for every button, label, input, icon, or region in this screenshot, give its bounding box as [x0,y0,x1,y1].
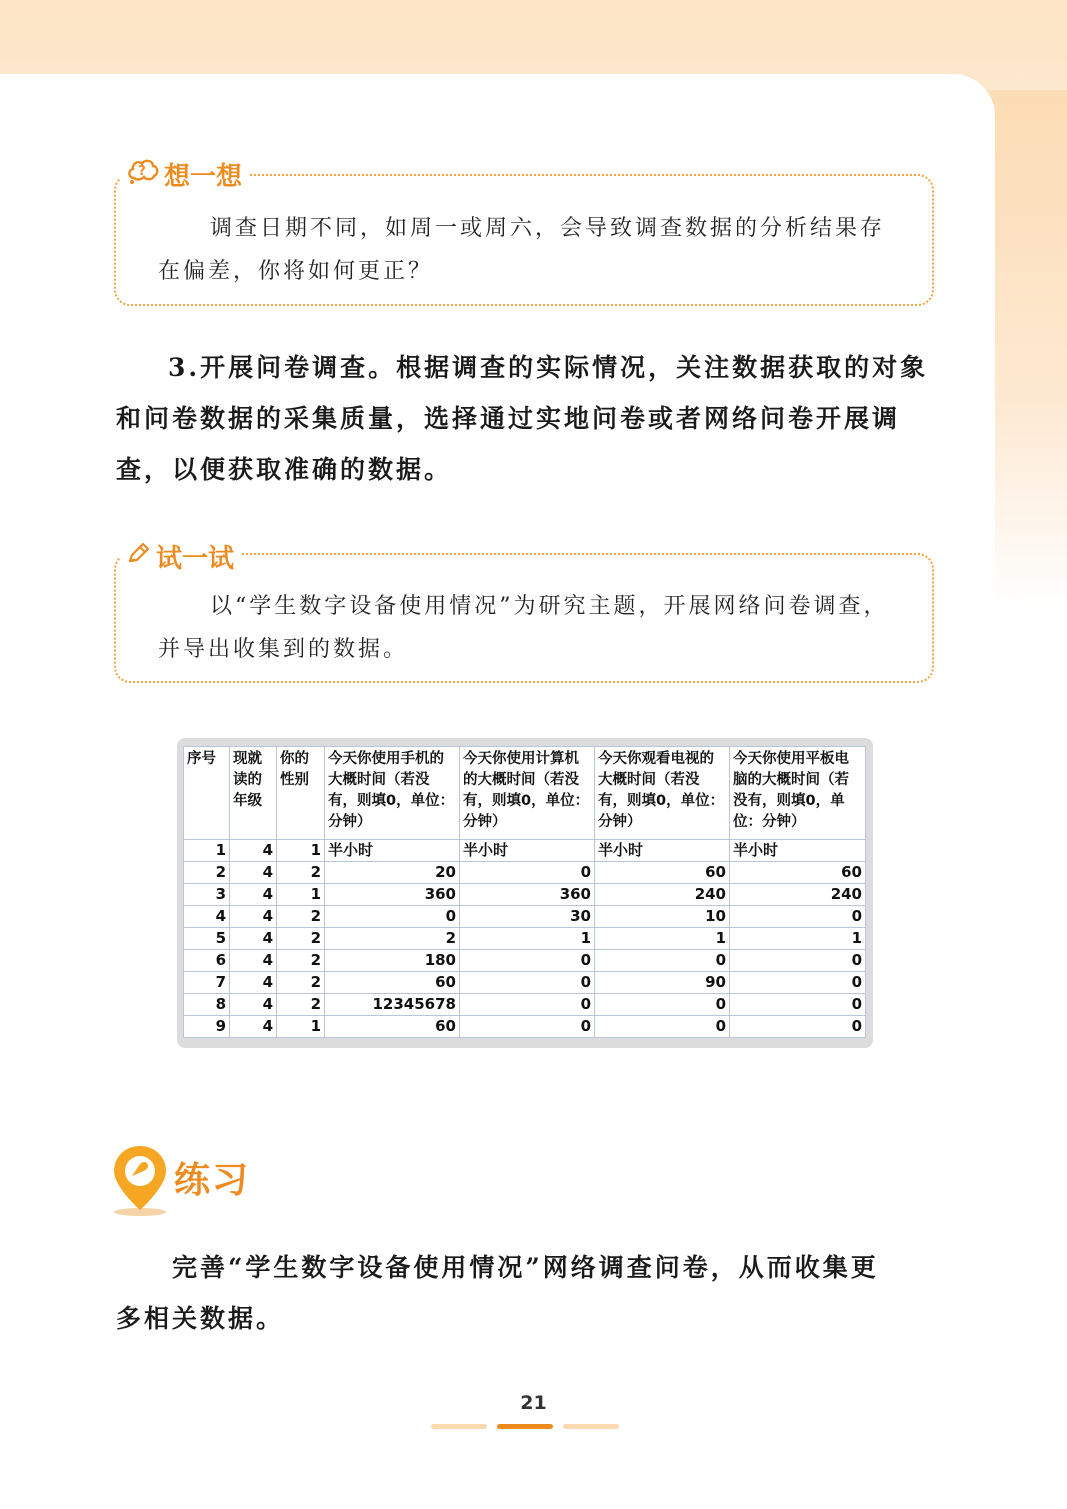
table-cell: 1 [277,1016,325,1038]
try-line-2: 并导出收集到的数据。 [158,637,409,662]
column-header: 今天你使用平板电脑的大概时间（若没有，则填0，单位：分钟） [730,747,866,840]
table-cell: 2 [277,862,325,884]
think-heading [120,154,248,194]
table-cell: 180 [325,950,460,972]
table-cell: 0 [730,950,866,972]
table-cell: 0 [460,950,595,972]
header-row [184,747,866,840]
table-cell: 4 [230,884,277,906]
table-cell: 2 [277,972,325,994]
table-cell: 1 [184,840,230,862]
practice-line-1: 完善“学生数字设备使用情况”网络调查问卷，从而收集更 [172,1253,879,1282]
table-row [184,840,866,862]
spreadsheet [183,746,865,1038]
table-cell: 4 [230,840,277,862]
try-text [158,585,918,671]
table-cell: 半小时 [595,840,730,862]
pencil-icon [126,540,152,573]
table-cell: 0 [730,906,866,928]
table-cell: 0 [595,1016,730,1038]
table-row [184,906,866,928]
table-cell: 5 [184,928,230,950]
table-cell: 0 [595,950,730,972]
table-cell: 4 [230,950,277,972]
footer-dash-left [431,1424,487,1429]
location-pin-icon [110,1142,180,1222]
table-cell: 0 [595,994,730,1016]
table-cell: 4 [184,906,230,928]
step3-paragraph [116,342,938,495]
table-cell: 1 [730,928,866,950]
table-row [184,1016,866,1038]
step3-line-1: 3.开展问卷调查。根据调查的实际情况，关注数据获取的对象 [168,353,929,382]
side-strip [985,90,1067,610]
column-header: 序号 [184,747,230,840]
think-text [158,207,918,293]
table-cell: 60 [595,862,730,884]
table-cell: 2 [184,862,230,884]
thinking-cloud-icon [126,156,160,193]
table-cell: 0 [460,972,595,994]
table-cell: 半小时 [325,840,460,862]
table-cell: 2 [277,928,325,950]
practice-line-2: 多相关数据。 [116,1304,285,1333]
table-row [184,928,866,950]
table-cell: 4 [230,994,277,1016]
table-cell: 60 [325,972,460,994]
column-header: 今天你使用手机的大概时间（若没有，则填0，单位：分钟） [325,747,460,840]
footer-dash-right [563,1424,619,1429]
table-cell: 1 [277,840,325,862]
table-row [184,862,866,884]
table-cell: 半小时 [460,840,595,862]
table-cell: 0 [460,1016,595,1038]
table-cell: 半小时 [730,840,866,862]
table-cell: 4 [230,1016,277,1038]
table-cell: 4 [230,928,277,950]
table-cell: 0 [730,1016,866,1038]
table-cell: 2 [277,906,325,928]
table-cell: 60 [325,1016,460,1038]
column-header: 现就读的年级 [230,747,277,840]
table-cell: 1 [460,928,595,950]
table-row [184,884,866,906]
table-cell: 8 [184,994,230,1016]
table-cell: 1 [595,928,730,950]
table-cell: 6 [184,950,230,972]
step3-line-2: 和问卷数据的采集质量，选择通过实地问卷或者网络问卷开展调 [116,404,901,433]
table-cell: 3 [184,884,230,906]
think-line-1: 调查日期不同，如周一或周六，会导致调查数据的分析结果存 [210,216,886,241]
think-line-2: 在偏差，你将如何更正？ [158,259,434,284]
column-header: 你的性别 [277,747,325,840]
try-title: 试一试 [156,543,235,574]
table-cell: 60 [730,862,866,884]
footer-dash-center [497,1424,553,1429]
table-cell: 90 [595,972,730,994]
table-cell: 20 [325,862,460,884]
column-header: 今天你观看电视的大概时间（若没有，则填0，单位：分钟） [595,747,730,840]
svg-text:?: ? [138,163,146,179]
table-cell: 4 [230,906,277,928]
table-cell: 30 [460,906,595,928]
table-cell: 0 [460,862,595,884]
table-cell: 0 [460,994,595,1016]
practice-title: 练习 [174,1160,251,1201]
try-heading [120,536,240,576]
table-cell: 10 [595,906,730,928]
table-cell: 240 [730,884,866,906]
step3-line-3: 查，以便获取准确的数据。 [116,455,453,484]
table-cell: 0 [325,906,460,928]
table-cell: 4 [230,972,277,994]
table-cell: 7 [184,972,230,994]
try-line-1: 以“学生数字设备使用情况”为研究主题，开展网络问卷调查， [210,594,889,619]
table-row [184,972,866,994]
table-cell: 2 [325,928,460,950]
table-cell: 0 [730,994,866,1016]
table-cell: 0 [730,972,866,994]
table-cell: 2 [277,994,325,1016]
table-cell: 4 [230,862,277,884]
table-cell: 360 [460,884,595,906]
column-header: 今天你使用计算机的大概时间（若没有，则填0，单位：分钟） [460,747,595,840]
think-title: 想一想 [164,161,243,192]
data-table [183,746,866,1038]
table-cell: 360 [325,884,460,906]
page-number: 21 [520,1392,547,1414]
table-cell: 240 [595,884,730,906]
table-row [184,994,866,1016]
table-cell: 9 [184,1016,230,1038]
table-cell: 2 [277,950,325,972]
table-cell: 12345678 [325,994,460,1016]
practice-paragraph [116,1242,938,1344]
table-row [184,950,866,972]
table-cell: 1 [277,884,325,906]
